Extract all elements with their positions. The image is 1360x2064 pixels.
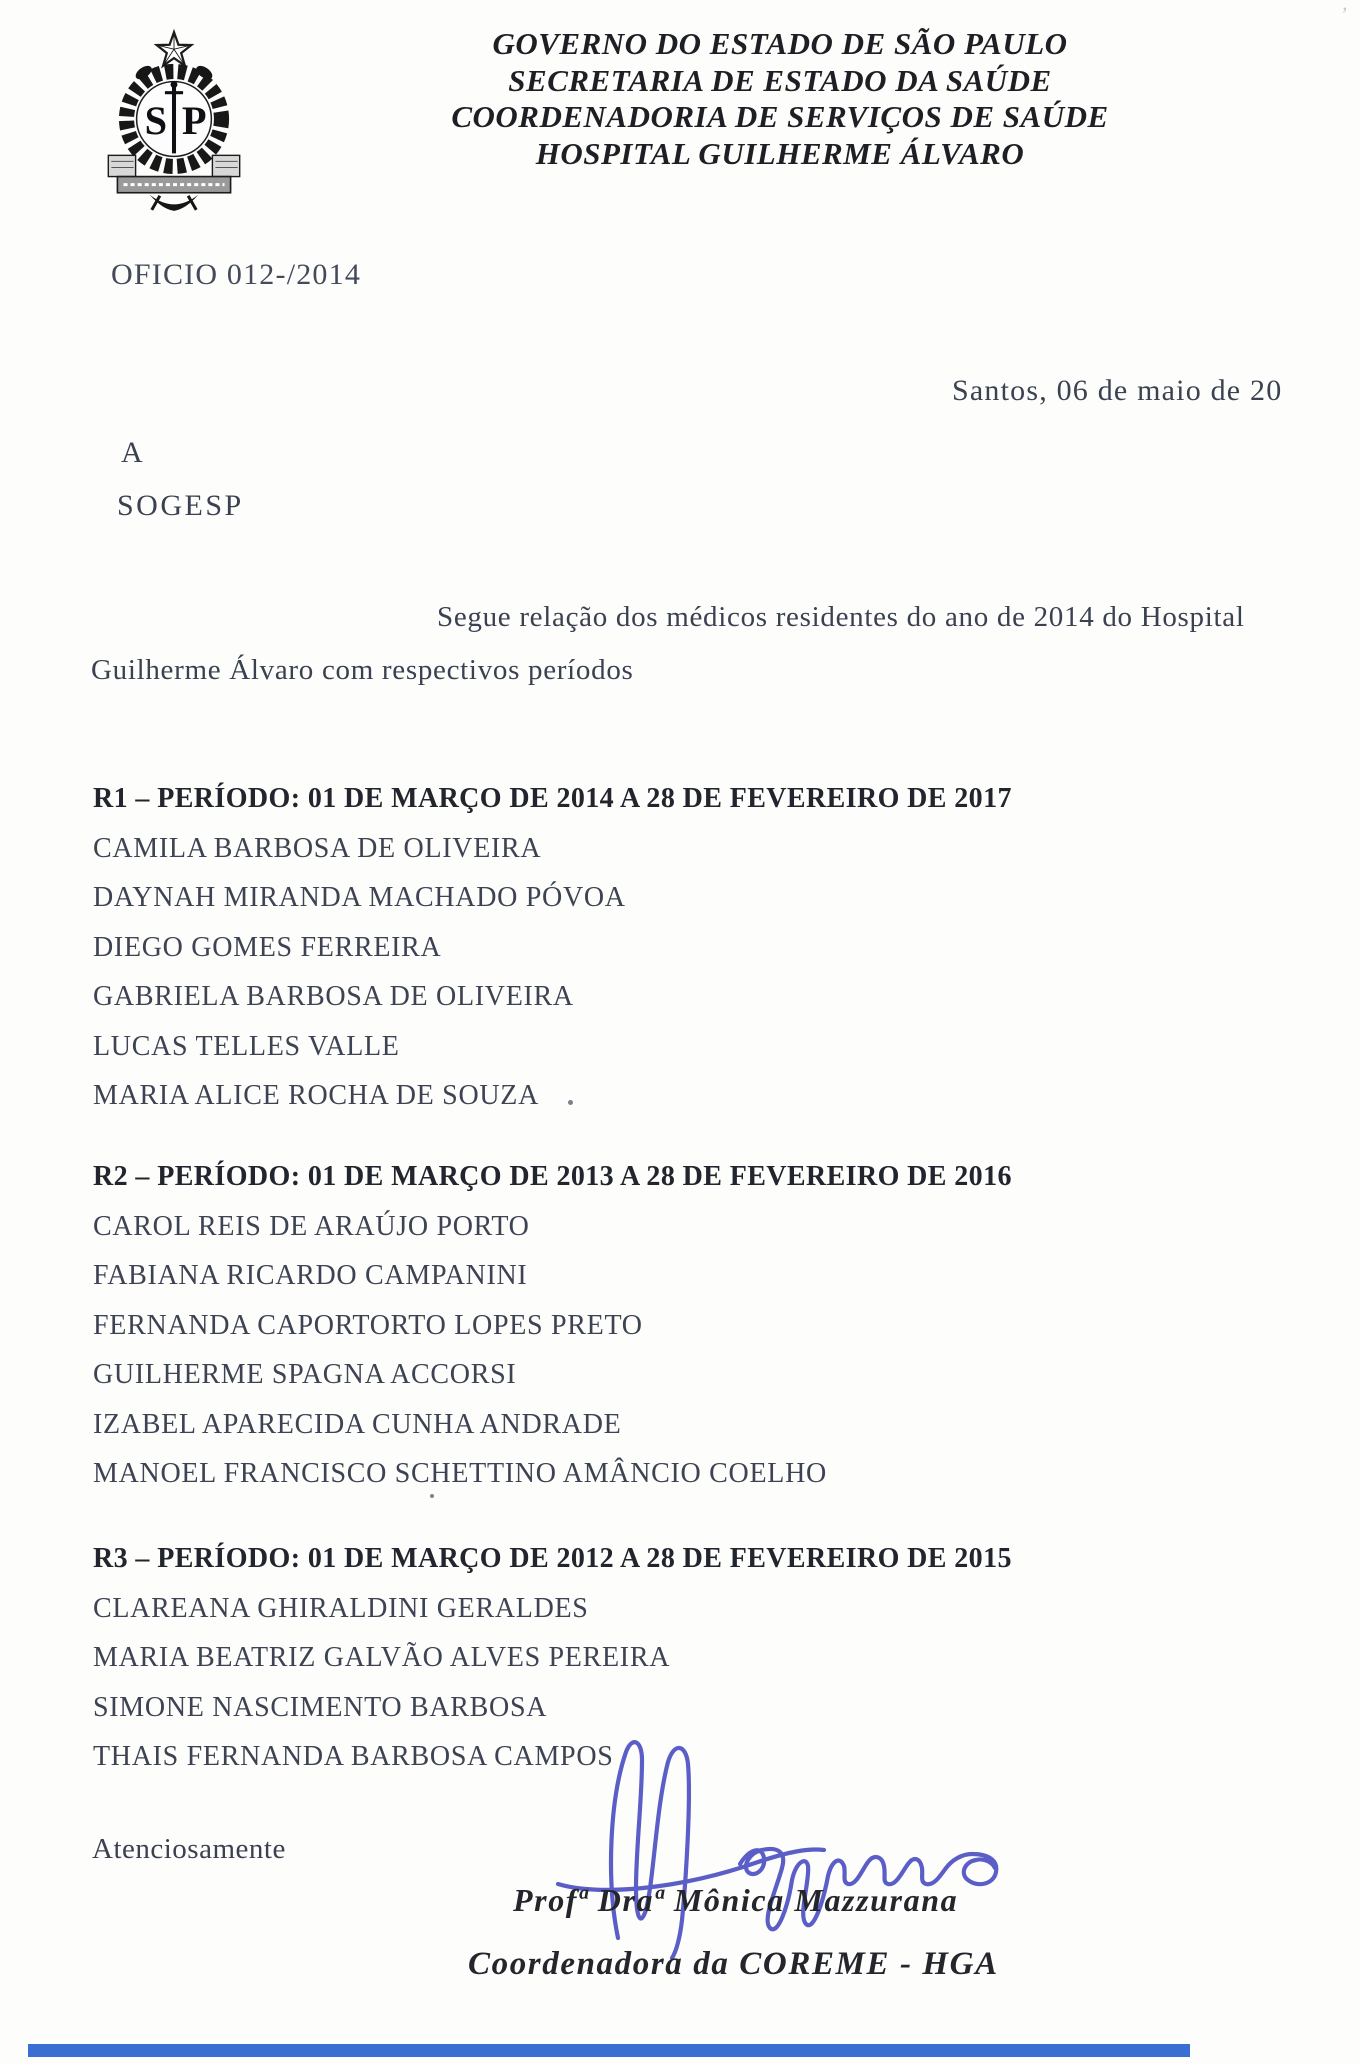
recipient-prefix: A — [121, 436, 143, 469]
resident-name: FERNANDA CAPORTORTO LOPES PRETO — [93, 1309, 643, 1341]
resident-name: MARIA BEATRIZ GALVÃO ALVES PEREIRA — [93, 1642, 671, 1673]
resident-name: LUCAS TELLES VALLE — [93, 1030, 400, 1062]
resident-name: SIMONE NASCIMENTO BARBOSA — [93, 1691, 548, 1723]
salutation: Atenciosamente — [92, 1833, 286, 1865]
signer-title: Coordenadora da COREME - HGA — [468, 1946, 999, 1982]
letterhead-line-2: SECRETARIA DE ESTADO DA SAÚDE — [508, 62, 1052, 98]
resident-name: IZABEL APARECIDA CUNHA ANDRADE — [93, 1408, 622, 1440]
resident-name: DAYNAH MIRANDA MACHADO PÓVOA — [93, 882, 626, 913]
date-line: Santos, 06 de maio de 20 — [952, 374, 1283, 407]
body-paragraph-line-1: Segue relação dos médicos residentes do ano de 2014 do Hospital — [437, 601, 1245, 633]
section-r1-heading: R1 – PERÍODO: 01 DE MARÇO DE 2014 A 28 DE FEVEREIRO DE 2017 — [93, 783, 1012, 814]
resident-name: MANOEL FRANCISCO SCHETTINO AMÂNCIO COELHO — [93, 1458, 827, 1489]
letterhead-line-1: GOVERNO DO ESTADO DE SÃO PAULO — [492, 26, 1068, 61]
signer-name: Profª Draª Mônica Mazzurana — [513, 1882, 959, 1918]
section-r2-heading: R2 – PERÍODO: 01 DE MARÇO DE 2013 A 28 DE FEVEREIRO DE 2016 — [93, 1161, 1012, 1192]
resident-name: GABRIELA BARBOSA DE OLIVEIRA — [93, 981, 574, 1012]
body-paragraph-line-2: Guilherme Álvaro com respectivos períodos — [91, 654, 634, 686]
resident-name: MARIA ALICE ROCHA DE SOUZA — [93, 1080, 540, 1111]
letterhead-line-3: COORDENADORIA DE SERVIÇOS DE SAÚDE — [451, 99, 1109, 134]
section-r3 — [93, 1534, 1012, 1782]
resident-name: CLAREANA GHIRALDINI GERALDES — [93, 1592, 589, 1624]
sp-coat-of-arms-icon — [93, 26, 255, 218]
letterhead — [300, 26, 1260, 172]
section-r2 — [93, 1152, 1012, 1499]
scan-speck — [430, 1494, 434, 1498]
resident-name: CAROL REIS DE ARAÚJO PORTO — [93, 1210, 530, 1242]
section-r3-heading: R3 – PERÍODO: 01 DE MARÇO DE 2012 A 28 DE FEVEREIRO DE 2015 — [93, 1543, 1012, 1574]
scan-bottom-blue-bar — [28, 2044, 1190, 2057]
letterhead-line-4: HOSPITAL GUILHERME ÁLVARO — [535, 135, 1025, 171]
scan-corner-mark: ʼ — [1340, 4, 1347, 26]
recipient-name: SOGESP — [117, 489, 244, 522]
logo-letter-p: P — [181, 98, 207, 144]
logo-letter-s: S — [144, 98, 168, 144]
document-reference: OFICIO 012-/2014 — [111, 258, 362, 291]
resident-name: GUILHERME SPAGNA ACCORSI — [93, 1359, 517, 1390]
resident-name: FABIANA RICARDO CAMPANINI — [93, 1260, 528, 1291]
resident-name: THAIS FERNANDA BARBOSA CAMPOS — [93, 1741, 614, 1772]
resident-name: DIEGO GOMES FERREIRA — [93, 931, 442, 963]
scan-speck — [568, 1100, 573, 1105]
section-r1 — [93, 774, 1012, 1121]
resident-name: CAMILA BARBOSA DE OLIVEIRA — [93, 832, 542, 864]
